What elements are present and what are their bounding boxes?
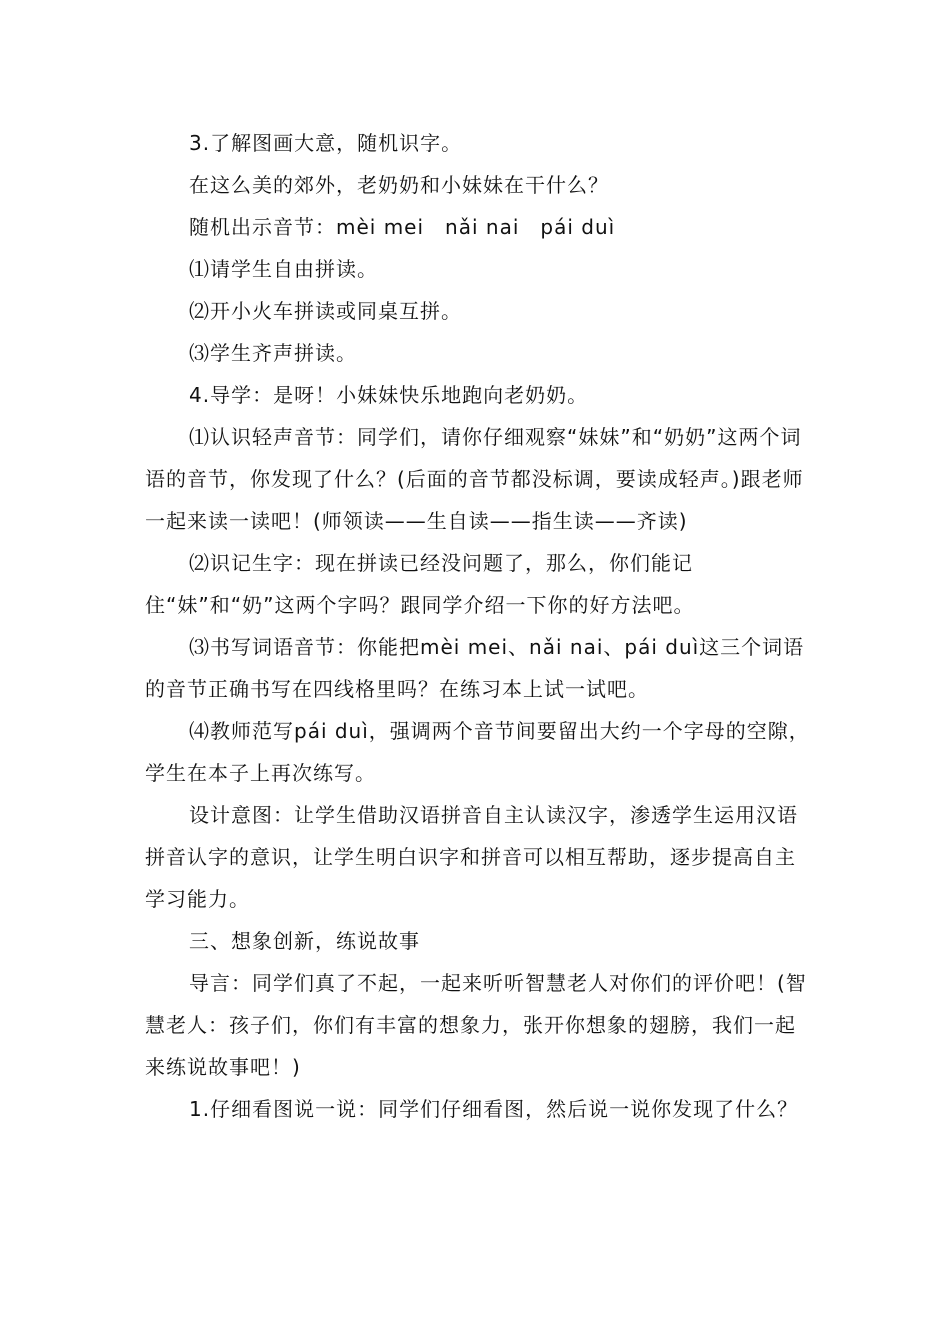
paragraph-item-2: ⑵开小火车拼读或同桌互拼。	[189, 299, 462, 323]
paragraph-step-4-title: 4.导学：是呀！小妹妹快乐地跑向老奶奶。	[189, 383, 589, 407]
paragraph-introduction: 导言：同学们真了不起，一起来听听智慧老人对你们的评价吧！(智慧老人：孩子们，你们有丰富的想象力，张开你想象的翅膀，我们一起来练说故事吧！)	[145, 971, 807, 1079]
document-body	[145, 122, 810, 1130]
paragraph-teacher-demo: ⑷教师范写pái duì，强调两个音节间要留出大约一个字母的空隙，学生在本子上再次练写。	[145, 719, 810, 785]
paragraph-neutral-tone: ⑴认识轻声音节：同学们，请你仔细观察“妹妹”和“奶奶”这两个词语的音节，你发现了什么？(后面的音节都没标调，要读成轻声。)跟老师一起来读一读吧！(师领读——生自读——指生读——齐读)	[145, 425, 804, 533]
paragraph-syllables: 随机出示音节：mèi mei nǎi nai pái duì	[189, 215, 616, 239]
paragraph-memorize-characters: ⑵识记生字：现在拼读已经没问题了，那么，你们能记住“妹”和“奶”这两个字吗？跟同学介绍一下你的好方法吧。	[145, 551, 695, 617]
paragraph-look-and-talk: 1.仔细看图说一说：同学们仔细看图，然后说一说你发现了什么？	[189, 1097, 799, 1121]
paragraph-item-3: ⑶学生齐声拼读。	[189, 341, 357, 365]
paragraph-writing-syllables: ⑶书写词语音节：你能把mèi mei、nǎi nai、pái duì这三个词语的音节正确书写在四线格里吗？在练习本上试一试吧。	[145, 635, 805, 701]
paragraph-design-intent: 设计意图：让学生借助汉语拼音自主认读汉字，渗透学生运用汉语拼音认字的意识，让学生明白识字和拼音可以相互帮助，逐步提高自主学习能力。	[145, 803, 798, 911]
paragraph-item-1: ⑴请学生自由拼读。	[189, 257, 378, 281]
section-heading-3: 三、想象创新，练说故事	[189, 929, 420, 953]
paragraph-step-3-title: 3.了解图画大意，随机识字。	[189, 131, 463, 155]
paragraph-question: 在这么美的郊外，老奶奶和小妹妹在干什么？	[189, 173, 609, 197]
